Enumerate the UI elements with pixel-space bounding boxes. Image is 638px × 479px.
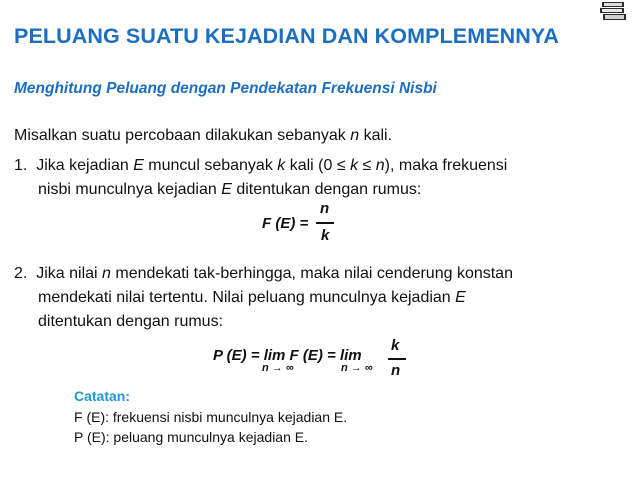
note-heading: Catatan: [74, 388, 131, 404]
intro-text: Misalkan suatu percobaan dilakukan sebanyak n kali. [14, 127, 393, 144]
formula-2-numerator: k [391, 337, 400, 354]
formula-1-numerator: n [320, 200, 330, 217]
list-item-1: 1. Jika kejadian E muncul sebanyak k kali (0 ≤ k ≤ n), maka frekuensi [14, 157, 508, 174]
formula-2-limit-subscript-2: n → ∞ [341, 362, 373, 374]
formula-1-denominator: k [321, 227, 330, 244]
page-title: PELUANG SUATU KEJADIAN DAN KOMPLEMENNYA [14, 24, 560, 48]
formula-1-lhs: F (E) = [262, 215, 309, 232]
list-item-1-line-2: nisbi munculnya kejadian E ditentukan dengan rumus: [38, 181, 422, 198]
list-item-2-line-2: mendekati nilai tertentu. Nilai peluang munculnya kejadian E [38, 289, 466, 306]
list-item-2: 2. Jika nilai n mendekati tak-berhingga, maka nilai cenderung konstan [14, 265, 513, 282]
formula-2-fraction-bar [388, 358, 406, 360]
formula-2-denominator: n [391, 362, 401, 379]
formula-1-fraction-bar [316, 222, 334, 224]
formula-2-main: P (E) = lim F (E) = lim [213, 347, 362, 364]
note-line-2: P (E): peluang munculnya kejadian E. [74, 429, 308, 445]
book-stack-icon [598, 0, 628, 22]
formula-2-limit-subscript-1: n → ∞ [262, 362, 294, 374]
list-item-2-line-3: ditentukan dengan rumus: [38, 313, 224, 330]
section-subtitle: Menghitung Peluang dengan Pendekatan Frekuensi Nisbi [14, 80, 437, 97]
note-line-1: F (E): frekuensi nisbi munculnya kejadian E. [74, 409, 348, 425]
